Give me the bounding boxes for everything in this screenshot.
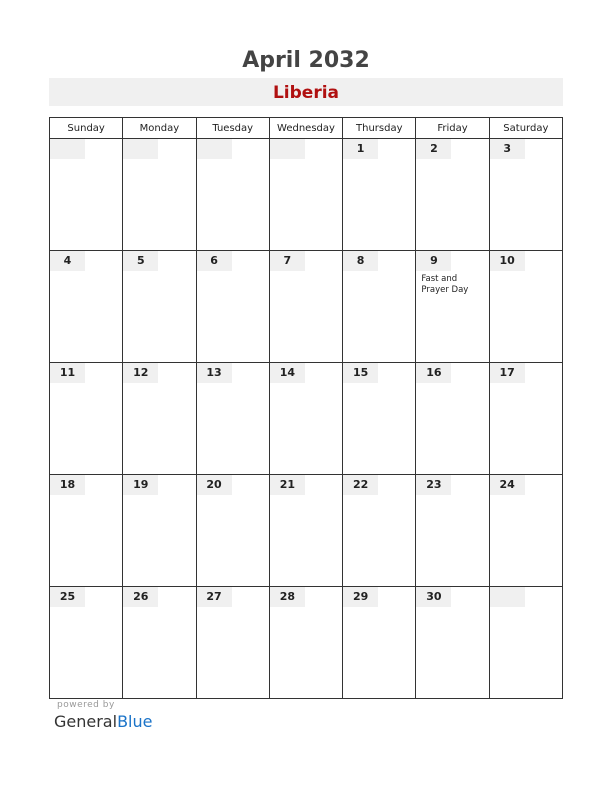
day-cell[interactable] <box>269 139 342 251</box>
day-cell[interactable] <box>343 139 416 251</box>
day-number: 5 <box>123 251 158 271</box>
brand-logo[interactable] <box>54 712 152 731</box>
day-cell[interactable] <box>123 139 196 251</box>
weekday-header: Wednesday <box>269 118 342 139</box>
day-number: 25 <box>50 587 85 607</box>
day-cell[interactable] <box>196 475 269 587</box>
week-row <box>50 139 563 251</box>
day-cell[interactable] <box>416 139 489 251</box>
week-row <box>50 587 563 699</box>
day-cell[interactable] <box>343 363 416 475</box>
day-number: 23 <box>416 475 451 495</box>
day-number: 10 <box>490 251 525 271</box>
day-number: 14 <box>270 363 305 383</box>
weekday-header: Sunday <box>50 118 123 139</box>
day-cell[interactable] <box>123 475 196 587</box>
calendar-body <box>50 139 563 699</box>
day-number: 17 <box>490 363 525 383</box>
week-row <box>50 475 563 587</box>
day-number: 15 <box>343 363 378 383</box>
day-cell[interactable] <box>123 587 196 699</box>
day-number: 4 <box>50 251 85 271</box>
weekday-header-row <box>50 118 563 139</box>
day-number <box>197 139 232 159</box>
weekday-header: Thursday <box>343 118 416 139</box>
day-cell[interactable] <box>489 251 562 363</box>
day-number: 24 <box>490 475 525 495</box>
day-number: 28 <box>270 587 305 607</box>
day-cell[interactable] <box>50 475 123 587</box>
day-number: 29 <box>343 587 378 607</box>
brand-blue-text: Blue <box>117 712 153 731</box>
day-number: 2 <box>416 139 451 159</box>
day-number: 11 <box>50 363 85 383</box>
weekday-header: Friday <box>416 118 489 139</box>
day-cell[interactable] <box>416 475 489 587</box>
calendar-title: April 2032 <box>242 48 370 73</box>
day-cell[interactable] <box>269 363 342 475</box>
day-number: 18 <box>50 475 85 495</box>
day-number: 19 <box>123 475 158 495</box>
day-number: 20 <box>197 475 232 495</box>
day-cell[interactable] <box>416 587 489 699</box>
powered-by-label: powered by <box>57 700 115 710</box>
day-number: 12 <box>123 363 158 383</box>
day-number: 30 <box>416 587 451 607</box>
weekday-header: Saturday <box>489 118 562 139</box>
day-number: 8 <box>343 251 378 271</box>
day-cell[interactable] <box>269 251 342 363</box>
day-number: 3 <box>490 139 525 159</box>
day-cell[interactable] <box>196 587 269 699</box>
day-cell[interactable] <box>343 587 416 699</box>
day-cell[interactable] <box>50 587 123 699</box>
day-cell[interactable] <box>123 363 196 475</box>
day-number: 9 <box>416 251 451 271</box>
day-number: 21 <box>270 475 305 495</box>
country-banner: Liberia <box>49 78 563 106</box>
day-cell[interactable] <box>269 587 342 699</box>
day-number: 6 <box>197 251 232 271</box>
week-row <box>50 363 563 475</box>
week-row <box>50 251 563 363</box>
day-cell[interactable] <box>269 475 342 587</box>
day-cell[interactable] <box>489 139 562 251</box>
day-cell[interactable] <box>489 475 562 587</box>
day-number <box>50 139 85 159</box>
day-cell[interactable] <box>489 587 562 699</box>
day-number: 1 <box>343 139 378 159</box>
day-cell[interactable] <box>416 363 489 475</box>
day-cell[interactable] <box>416 251 489 363</box>
day-cell[interactable] <box>196 363 269 475</box>
day-cell[interactable] <box>196 139 269 251</box>
day-number: 7 <box>270 251 305 271</box>
weekday-header: Tuesday <box>196 118 269 139</box>
day-cell[interactable] <box>50 363 123 475</box>
day-number: 13 <box>197 363 232 383</box>
day-number: 26 <box>123 587 158 607</box>
day-cell[interactable] <box>123 251 196 363</box>
day-number <box>490 587 525 607</box>
day-number: 27 <box>197 587 232 607</box>
day-cell[interactable] <box>50 251 123 363</box>
month-calendar-grid <box>49 117 563 699</box>
weekday-header: Monday <box>123 118 196 139</box>
day-number <box>270 139 305 159</box>
day-number: 16 <box>416 363 451 383</box>
day-number: 22 <box>343 475 378 495</box>
brand-general-text: General <box>54 712 118 731</box>
day-cell[interactable] <box>343 251 416 363</box>
day-cell[interactable] <box>489 363 562 475</box>
holiday-label: Fast and Prayer Day <box>421 274 469 295</box>
day-cell[interactable] <box>343 475 416 587</box>
day-number <box>123 139 158 159</box>
day-cell[interactable] <box>50 139 123 251</box>
day-cell[interactable] <box>196 251 269 363</box>
